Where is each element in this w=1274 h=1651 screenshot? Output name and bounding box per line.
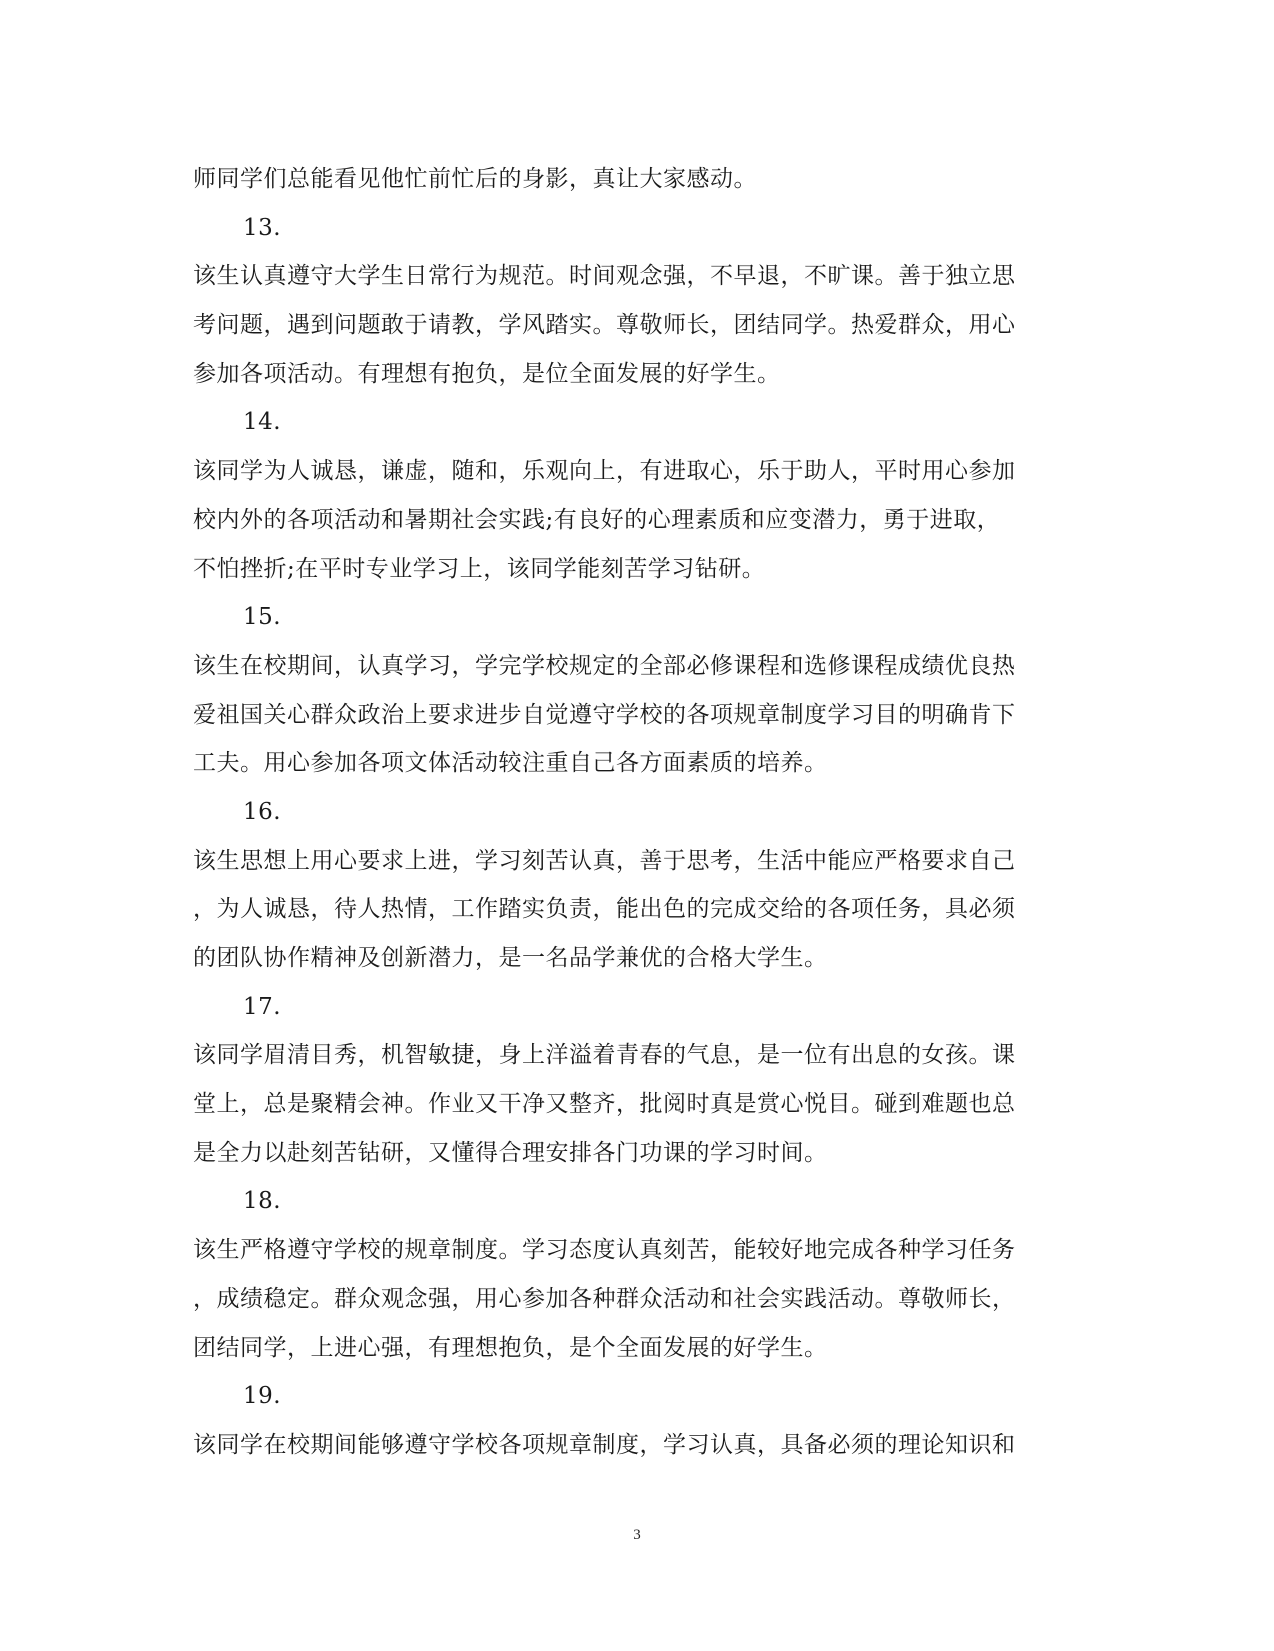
- paragraph-line: 师同学们总能看见他忙前忙后的身影，真让大家感动。: [193, 166, 757, 192]
- paragraph-line: ，为人诚恳，待人热情，工作踏实负责，能出色的完成交给的各项任务，具必须: [193, 896, 1016, 923]
- paragraph-line: 的团队协作精神及创新潜力，是一名品学兼优的合格大学生。: [193, 945, 828, 971]
- paragraph-line: 该同学在校期间能够遵守学校各项规章制度，学习认真，具备必须的理论知识和: [193, 1431, 1016, 1458]
- paragraph-line: 校内外的各项活动和暑期社会实践;有良好的心理素质和应变潜力，勇于进取，: [193, 506, 1001, 533]
- paragraph-line: ，成绩稳定。群众观念强，用心参加各种群众活动和社会实践活动。尊敬师长，: [193, 1285, 1016, 1312]
- paragraph-line: 爱祖国关心群众政治上要求进步自觉遵守学校的各项规章制度学习目的明确肯下: [193, 701, 1016, 728]
- paragraph-line: 该同学为人诚恳，谦虚，随和，乐观向上，有进取心，乐于助人，平时用心参加: [193, 458, 1016, 485]
- page-number: 3: [633, 1527, 641, 1543]
- paragraph-line: 不怕挫折;在平时专业学习上，该同学能刻苦学习钻研。: [193, 555, 766, 582]
- item-number: 17.: [243, 993, 282, 1020]
- paragraph-line: 该生思想上用心要求上进，学习刻苦认真，善于思考，生活中能应严格要求自己: [193, 847, 1016, 874]
- paragraph-line: 是全力以赴刻苦钻研，又懂得合理安排各门功课的学习时间。: [193, 1139, 828, 1166]
- paragraph-line: 团结同学，上进心强，有理想抱负，是个全面发展的好学生。: [193, 1334, 828, 1361]
- paragraph-line: 堂上，总是聚精会神。作业又干净又整齐，批阅时真是赏心悦目。碰到难题也总: [193, 1091, 1016, 1118]
- paragraph-line: 该生严格遵守学校的规章制度。学习态度认真刻苦，能较好地完成各种学习任务: [193, 1237, 1016, 1264]
- paragraph-line: 该生认真遵守大学生日常行为规范。时间观念强，不早退，不旷课。善于独立思: [193, 263, 1016, 290]
- item-number: 18.: [243, 1188, 282, 1215]
- paragraph-line: 工夫。用心参加各项文体活动较注重自己各方面素质的培养。: [193, 750, 828, 777]
- item-number: 19.: [243, 1383, 282, 1410]
- paragraph-line: 该同学眉清目秀，机智敏捷，身上洋溢着青春的气息，是一位有出息的女孩。课: [193, 1042, 1016, 1069]
- item-number: 13.: [243, 214, 282, 241]
- item-number: 15.: [243, 604, 282, 631]
- item-number: 14.: [243, 409, 282, 436]
- item-number: 16.: [243, 798, 282, 825]
- document-body: [193, 155, 1073, 1470]
- paragraph-line: 考问题，遇到问题敢于请教，学风踏实。尊敬师长，团结同学。热爱群众，用心: [193, 312, 1016, 339]
- paragraph-line: 该生在校期间，认真学习，学完学校规定的全部必修课程和选修课程成绩优良热: [193, 652, 1016, 679]
- paragraph-line: 参加各项活动。有理想有抱负，是位全面发展的好学生。: [193, 360, 781, 387]
